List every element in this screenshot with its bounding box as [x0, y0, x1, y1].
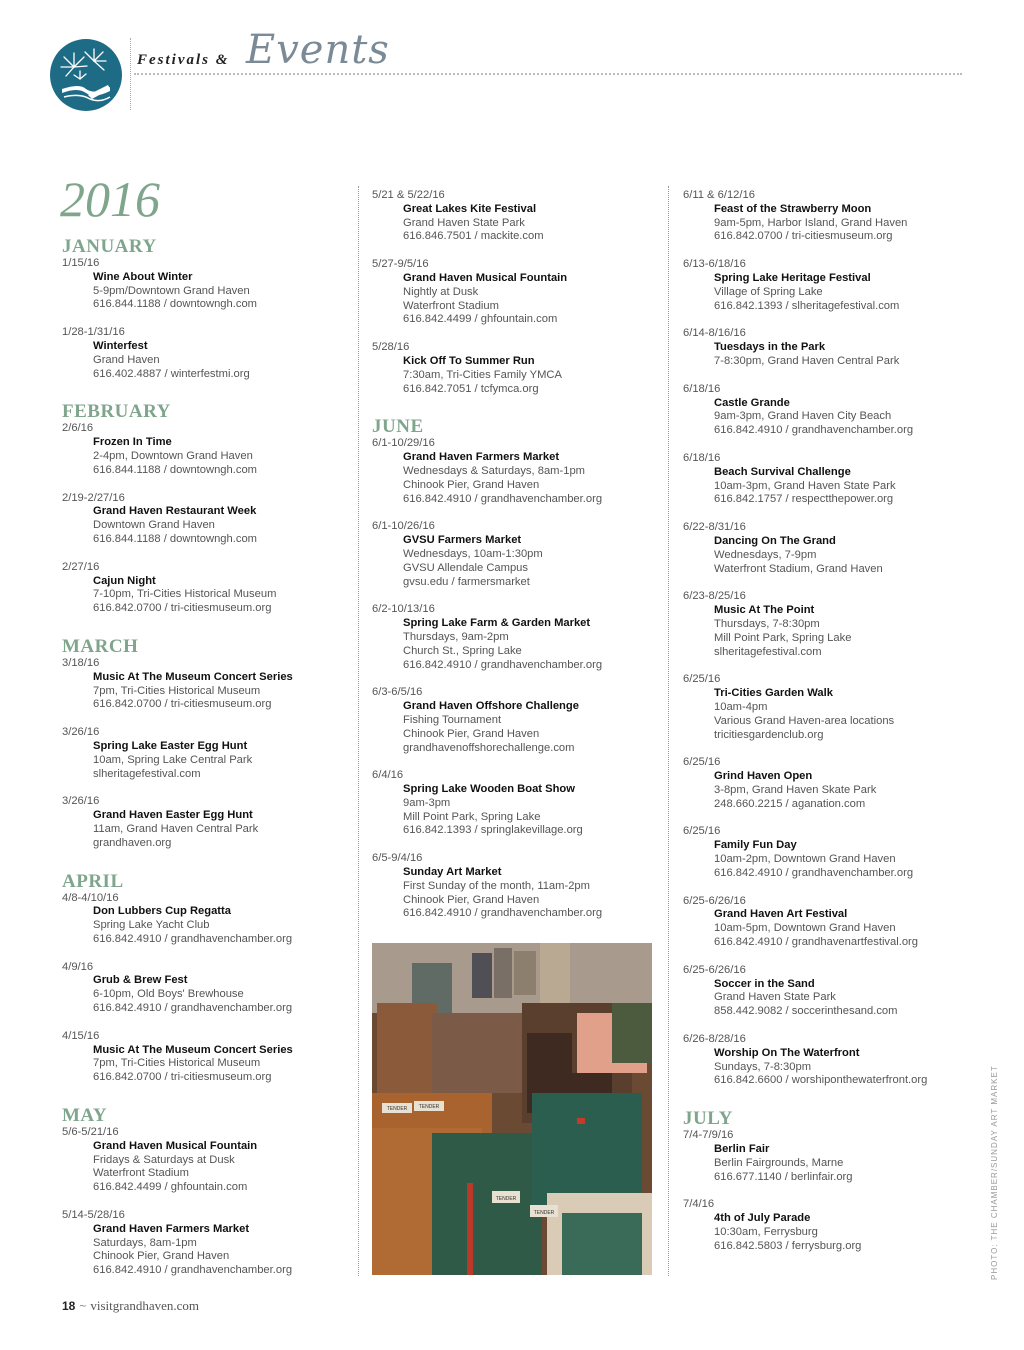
event-item: [372, 258, 654, 327]
event-item: [683, 521, 953, 576]
event-detail: 616.844.1188 / downtowngh.com: [93, 298, 257, 311]
event-detail: Saturdays, 8am-1pm: [93, 1236, 197, 1249]
event-name: Grand Haven Farmers Market: [93, 1222, 250, 1235]
event-detail: 10am-3pm, Grand Haven State Park: [714, 479, 896, 492]
event-detail: Chinook Pier, Grand Haven: [403, 478, 540, 491]
event-detail: slheritagefestival.com: [93, 767, 201, 780]
month-heading: JUNE: [372, 416, 424, 438]
event-name: Castle Grande: [714, 396, 790, 409]
event-item: [62, 326, 332, 381]
event-item: [683, 964, 953, 1019]
event-name: Tuesdays in the Park: [714, 341, 826, 354]
event-detail: 9am-3pm: [403, 796, 451, 809]
event-detail: 10am-5pm, Downtown Grand Haven: [714, 922, 896, 935]
event-detail: 616.842.0700 / tri-citiesmuseum.org: [93, 1071, 272, 1084]
event-detail: 10am, Spring Lake Central Park: [93, 753, 253, 766]
event-name: Worship On The Waterfront: [714, 1046, 860, 1059]
event-item: [372, 189, 654, 244]
photo-tag-label: TENDER: [533, 1210, 555, 1216]
event-detail: 616.844.1188 / downtowngh.com: [93, 463, 257, 476]
event-name: Kick Off To Summer Run: [403, 354, 535, 367]
event-name: Spring Lake Wooden Boat Show: [403, 783, 575, 796]
column-divider: [668, 186, 669, 1276]
event-detail: Downtown Grand Haven: [93, 519, 215, 532]
event-detail: tricitiesgardenclub.org: [714, 728, 824, 741]
event-detail: Sundays, 7-8:30pm: [714, 1060, 812, 1073]
event-detail: 616.842.4910 / grandhavenchamber.org: [714, 866, 914, 879]
event-detail: 616.677.1140 / berlinfair.org: [714, 1170, 853, 1183]
event-detail: Nightly at Dusk: [403, 285, 479, 298]
year-heading: 2016: [60, 171, 160, 227]
column-divider: [358, 186, 359, 1276]
event-detail: Grand Haven State Park: [714, 991, 836, 1004]
header-divider: [130, 38, 131, 110]
event-detail: 616.842.4499 / ghfountain.com: [93, 1181, 248, 1194]
event-detail: 3-8pm, Grand Haven Skate Park: [714, 783, 877, 796]
event-item: [62, 422, 332, 477]
event-name: Grand Haven Art Festival: [714, 908, 848, 921]
event-name: Don Lubbers Cup Regatta: [93, 905, 231, 918]
event-item: [62, 726, 332, 781]
event-item: [372, 852, 654, 921]
event-date: 6/1-10/29/16: [372, 437, 435, 450]
event-date: 3/26/16: [62, 795, 100, 808]
event-item: [372, 769, 654, 838]
event-item: [62, 1209, 332, 1278]
event-date: 4/15/16: [62, 1029, 100, 1042]
event-detail: 616.842.7051 / tcfymca.org: [403, 382, 539, 395]
event-name: Feast of the Strawberry Moon: [714, 202, 872, 215]
event-name: Sunday Art Market: [403, 866, 502, 879]
event-detail: 6-10pm, Old Boys' Brewhouse: [93, 988, 244, 1001]
event-name: Music At The Point: [714, 604, 815, 617]
event-item: [683, 189, 953, 244]
event-date: 3/18/16: [62, 656, 100, 669]
event-date: 6/25/16: [683, 673, 721, 686]
event-detail: 616.842.5803 / ferrysburg.org: [714, 1239, 862, 1252]
header-dotted-rule: [134, 73, 962, 75]
event-name: Grand Haven Restaurant Week: [93, 505, 257, 518]
event-item: [62, 257, 332, 312]
event-date: 5/21 & 5/22/16: [372, 189, 445, 201]
event-detail: Mill Point Park, Spring Lake: [714, 631, 852, 644]
event-detail: 616.842.4910 / grandhavenartfestival.org: [714, 936, 919, 949]
month-heading: JULY: [683, 1108, 733, 1130]
event-name: Spring Lake Easter Egg Hunt: [93, 739, 248, 752]
event-detail: 616.842.4910 / grandhavenchamber.org: [93, 932, 293, 945]
event-item: [683, 895, 953, 950]
event-detail: 9am-3pm, Grand Haven City Beach: [714, 410, 892, 423]
footer-website: visitgrandhaven.com: [90, 1298, 200, 1313]
event-date: 1/28-1/31/16: [62, 326, 125, 339]
event-detail: 858.442.9082 / soccerinthesand.com: [714, 1005, 898, 1018]
event-date: 7/4-7/9/16: [683, 1129, 734, 1142]
header-title: Festivals &: [137, 52, 230, 68]
event-item: [683, 673, 953, 742]
event-detail: 7-8:30pm, Grand Haven Central Park: [714, 354, 900, 367]
event-detail: 10am-2pm, Downtown Grand Haven: [714, 853, 896, 866]
events-column-2: [372, 189, 654, 935]
event-detail: 616.842.1757 / respectthepower.org: [714, 493, 894, 506]
event-date: 5/28/16: [372, 341, 410, 354]
event-detail: 9am-5pm, Harbor Island, Grand Haven: [714, 216, 908, 229]
month-section: [683, 189, 953, 1088]
event-date: 4/8-4/10/16: [62, 891, 119, 904]
event-detail: 248.660.2215 / aganation.com: [714, 797, 866, 810]
event-item: [62, 657, 332, 712]
month-heading: APRIL: [62, 870, 124, 892]
footer-separator: ~: [79, 1299, 87, 1313]
event-item: [372, 437, 654, 506]
event-detail: 7:30am, Tri-Cities Family YMCA: [403, 368, 562, 381]
event-detail: Mill Point Park, Spring Lake: [403, 810, 541, 823]
event-detail: 7-10pm, Tri-Cities Historical Museum: [93, 588, 277, 601]
event-name: Grand Haven Farmers Market: [403, 451, 560, 464]
month-section: [62, 401, 332, 616]
event-detail: 616.842.4910 / grandhavenchamber.org: [93, 1002, 293, 1015]
event-detail: 616.842.4910 / grandhavenchamber.org: [714, 424, 914, 437]
event-detail: Chinook Pier, Grand Haven: [403, 893, 540, 906]
event-detail: gvsu.edu / farmersmarket: [403, 575, 530, 588]
photo-credit: PHOTO: THE CHAMBER/SUNDAY ART MARKET: [990, 1065, 999, 1280]
event-item: [683, 327, 953, 368]
event-name: Berlin Fair: [714, 1143, 770, 1156]
event-name: Spring Lake Farm & Garden Market: [403, 617, 591, 630]
event-date: 5/14-5/28/16: [62, 1209, 125, 1222]
event-detail: slheritagefestival.com: [714, 645, 822, 658]
event-detail: Grand Haven State Park: [403, 216, 525, 229]
event-date: 5/27-9/5/16: [372, 258, 429, 271]
header-title-script: Events: [246, 27, 390, 73]
event-name: Music At The Museum Concert Series: [93, 1043, 293, 1056]
event-name: Beach Survival Challenge: [714, 465, 851, 478]
event-detail: Fishing Tournament: [403, 713, 502, 726]
event-date: 2/6/16: [62, 422, 94, 435]
event-detail: First Sunday of the month, 11am-2pm: [403, 879, 590, 892]
event-detail: Spring Lake Yacht Club: [93, 919, 210, 932]
event-name: Wine About Winter: [93, 270, 193, 283]
event-detail: grandhaven.org: [93, 836, 172, 849]
event-date: 6/22-8/31/16: [683, 521, 746, 534]
event-name: Winterfest: [93, 339, 148, 352]
event-item: [62, 892, 332, 947]
event-item: [683, 452, 953, 507]
event-detail: Wednesdays, 10am-1:30pm: [403, 547, 543, 560]
event-detail: Wednesdays, 7-9pm: [714, 548, 817, 561]
event-detail: Various Grand Haven-area locations: [714, 714, 895, 727]
event-date: 6/25-6/26/16: [683, 894, 746, 907]
event-name: 4th of July Parade: [714, 1212, 811, 1225]
event-date: 4/9/16: [62, 960, 94, 973]
photo-tag-label: TENDER: [418, 1104, 440, 1110]
month-heading: JANUARY: [62, 236, 157, 257]
event-date: 6/25-6/26/16: [683, 963, 746, 976]
page-number: 18: [62, 1299, 76, 1313]
event-item: [372, 603, 654, 672]
event-date: 2/27/16: [62, 560, 100, 573]
event-item: [372, 341, 654, 396]
event-detail: 10:30am, Ferrysburg: [714, 1226, 818, 1239]
event-name: Grand Haven Offshore Challenge: [403, 700, 579, 713]
event-detail: 616.842.6600 / worshiponthewaterfront.org: [714, 1074, 928, 1087]
event-detail: 11am, Grand Haven Central Park: [93, 822, 259, 835]
event-detail: Berlin Fairgrounds, Marne: [714, 1156, 844, 1169]
photo-tag-label: TENDER: [386, 1106, 408, 1112]
event-date: 6/1-10/26/16: [372, 520, 435, 533]
event-detail: 616.842.0700 / tri-citiesmuseum.org: [714, 230, 893, 243]
event-item: [372, 686, 654, 755]
event-item: [683, 825, 953, 880]
event-name: Cajun Night: [93, 574, 156, 587]
event-name: Dancing On The Grand: [714, 534, 836, 547]
event-item: [372, 520, 654, 589]
event-detail: 616.846.7501 / mackite.com: [403, 230, 544, 243]
event-detail: GVSU Allendale Campus: [403, 561, 528, 574]
event-name: Great Lakes Kite Festival: [403, 202, 537, 215]
photo-tag-label: TENDER: [495, 1196, 517, 1202]
event-detail: 616.842.0700 / tri-citiesmuseum.org: [93, 602, 272, 615]
event-detail: 616.842.4910 / grandhavenchamber.org: [403, 492, 603, 505]
event-name: Grand Haven Musical Fountain: [93, 1139, 258, 1152]
event-detail: Thursdays, 9am-2pm: [403, 630, 509, 643]
event-detail: 2-4pm, Downtown Grand Haven: [93, 449, 253, 462]
event-name: Grub & Brew Fest: [93, 974, 188, 987]
event-item: [683, 258, 953, 313]
event-detail: Church St., Spring Lake: [403, 644, 522, 657]
event-date: 3/26/16: [62, 726, 100, 739]
month-section: [683, 1108, 953, 1253]
event-detail: Village of Spring Lake: [714, 285, 823, 298]
event-item: [683, 590, 953, 659]
event-detail: Thursdays, 7-8:30pm: [714, 617, 820, 630]
event-detail: 616.842.0700 / tri-citiesmuseum.org: [93, 698, 272, 711]
event-name: Frozen In Time: [93, 436, 172, 449]
event-detail: 616.842.4910 / grandhavenchamber.org: [403, 907, 603, 920]
event-date: 6/18/16: [683, 451, 721, 464]
month-section: [62, 236, 332, 381]
event-detail: Chinook Pier, Grand Haven: [403, 727, 540, 740]
event-name: Spring Lake Heritage Festival: [714, 271, 871, 284]
event-item: [683, 1129, 953, 1184]
event-detail: Chinook Pier, Grand Haven: [93, 1250, 230, 1263]
events-column-1: [62, 170, 332, 1292]
event-detail: Grand Haven: [93, 353, 160, 366]
event-detail: 5-9pm/Downtown Grand Haven: [93, 284, 250, 297]
event-item: [62, 561, 332, 616]
event-date: 6/18/16: [683, 382, 721, 395]
event-detail: grandhavenoffshorechallenge.com: [403, 741, 575, 754]
event-detail: 616.842.1393 / springlakevillage.org: [403, 824, 583, 837]
event-detail: 616.842.4910 / grandhavenchamber.org: [403, 658, 603, 671]
event-name: Music At The Museum Concert Series: [93, 670, 293, 683]
event-date: 6/3-6/5/16: [372, 686, 423, 699]
month-heading: MARCH: [62, 635, 139, 657]
month-heading: MAY: [62, 1105, 108, 1127]
month-section: [372, 189, 654, 396]
event-name: Soccer in the Sand: [714, 977, 815, 990]
event-detail: 616.844.1188 / downtowngh.com: [93, 532, 257, 545]
event-date: 1/15/16: [62, 257, 100, 269]
event-date: 6/26-8/28/16: [683, 1033, 746, 1046]
event-date: 6/4/16: [372, 769, 404, 782]
event-name: GVSU Farmers Market: [403, 534, 522, 547]
event-date: 2/19-2/27/16: [62, 491, 125, 504]
event-date: 7/4/16: [683, 1198, 715, 1211]
event-item: [683, 1198, 953, 1253]
event-name: Tri-Cities Garden Walk: [714, 687, 833, 700]
event-item: [683, 756, 953, 811]
event-name: Grand Haven Easter Egg Hunt: [93, 809, 253, 822]
event-date: 6/2-10/13/16: [372, 603, 435, 616]
art-market-photo: [372, 943, 652, 1275]
event-item: [62, 492, 332, 547]
event-detail: 616.842.4499 / ghfountain.com: [403, 313, 558, 326]
event-date: 6/13-6/18/16: [683, 258, 746, 271]
fireworks-logo-icon: [50, 39, 122, 111]
event-detail: 7pm, Tri-Cities Historical Museum: [93, 1057, 261, 1070]
event-detail: 7pm, Tri-Cities Historical Museum: [93, 684, 261, 697]
month-section: [372, 416, 654, 921]
month-section: [62, 1105, 332, 1278]
event-detail: Waterfront Stadium: [93, 1167, 189, 1180]
event-date: 6/25/16: [683, 756, 721, 769]
event-date: 5/6-5/21/16: [62, 1126, 119, 1139]
event-detail: Fridays & Saturdays at Dusk: [93, 1153, 235, 1166]
event-item: [62, 961, 332, 1016]
event-date: 6/25/16: [683, 825, 721, 838]
event-detail: Wednesdays & Saturdays, 8am-1pm: [403, 464, 585, 477]
event-detail: 10am-4pm: [714, 700, 768, 713]
event-detail: Waterfront Stadium, Grand Haven: [714, 562, 883, 575]
page-footer: [62, 1298, 199, 1314]
month-section: [62, 636, 332, 851]
event-detail: 616.842.4910 / grandhavenchamber.org: [93, 1264, 293, 1277]
event-item: [683, 383, 953, 438]
month-heading: FEBRUARY: [62, 401, 171, 423]
event-detail: 616.402.4887 / winterfestmi.org: [93, 367, 250, 380]
month-section: [62, 871, 332, 1086]
event-name: Family Fun Day: [714, 839, 797, 852]
event-date: 6/11 & 6/12/16: [683, 189, 755, 201]
event-detail: 616.842.1393 / slheritagefestival.com: [714, 299, 900, 312]
event-date: 6/23-8/25/16: [683, 590, 746, 603]
event-item: [683, 1033, 953, 1088]
events-column-3: [683, 189, 953, 1268]
event-item: [62, 795, 332, 850]
event-item: [62, 1126, 332, 1195]
event-name: Grind Haven Open: [714, 770, 813, 783]
event-date: 6/14-8/16/16: [683, 327, 746, 340]
event-item: [62, 1030, 332, 1085]
event-date: 6/5-9/4/16: [372, 852, 423, 865]
event-name: Grand Haven Musical Fountain: [403, 271, 568, 284]
event-detail: Waterfront Stadium: [403, 299, 499, 312]
